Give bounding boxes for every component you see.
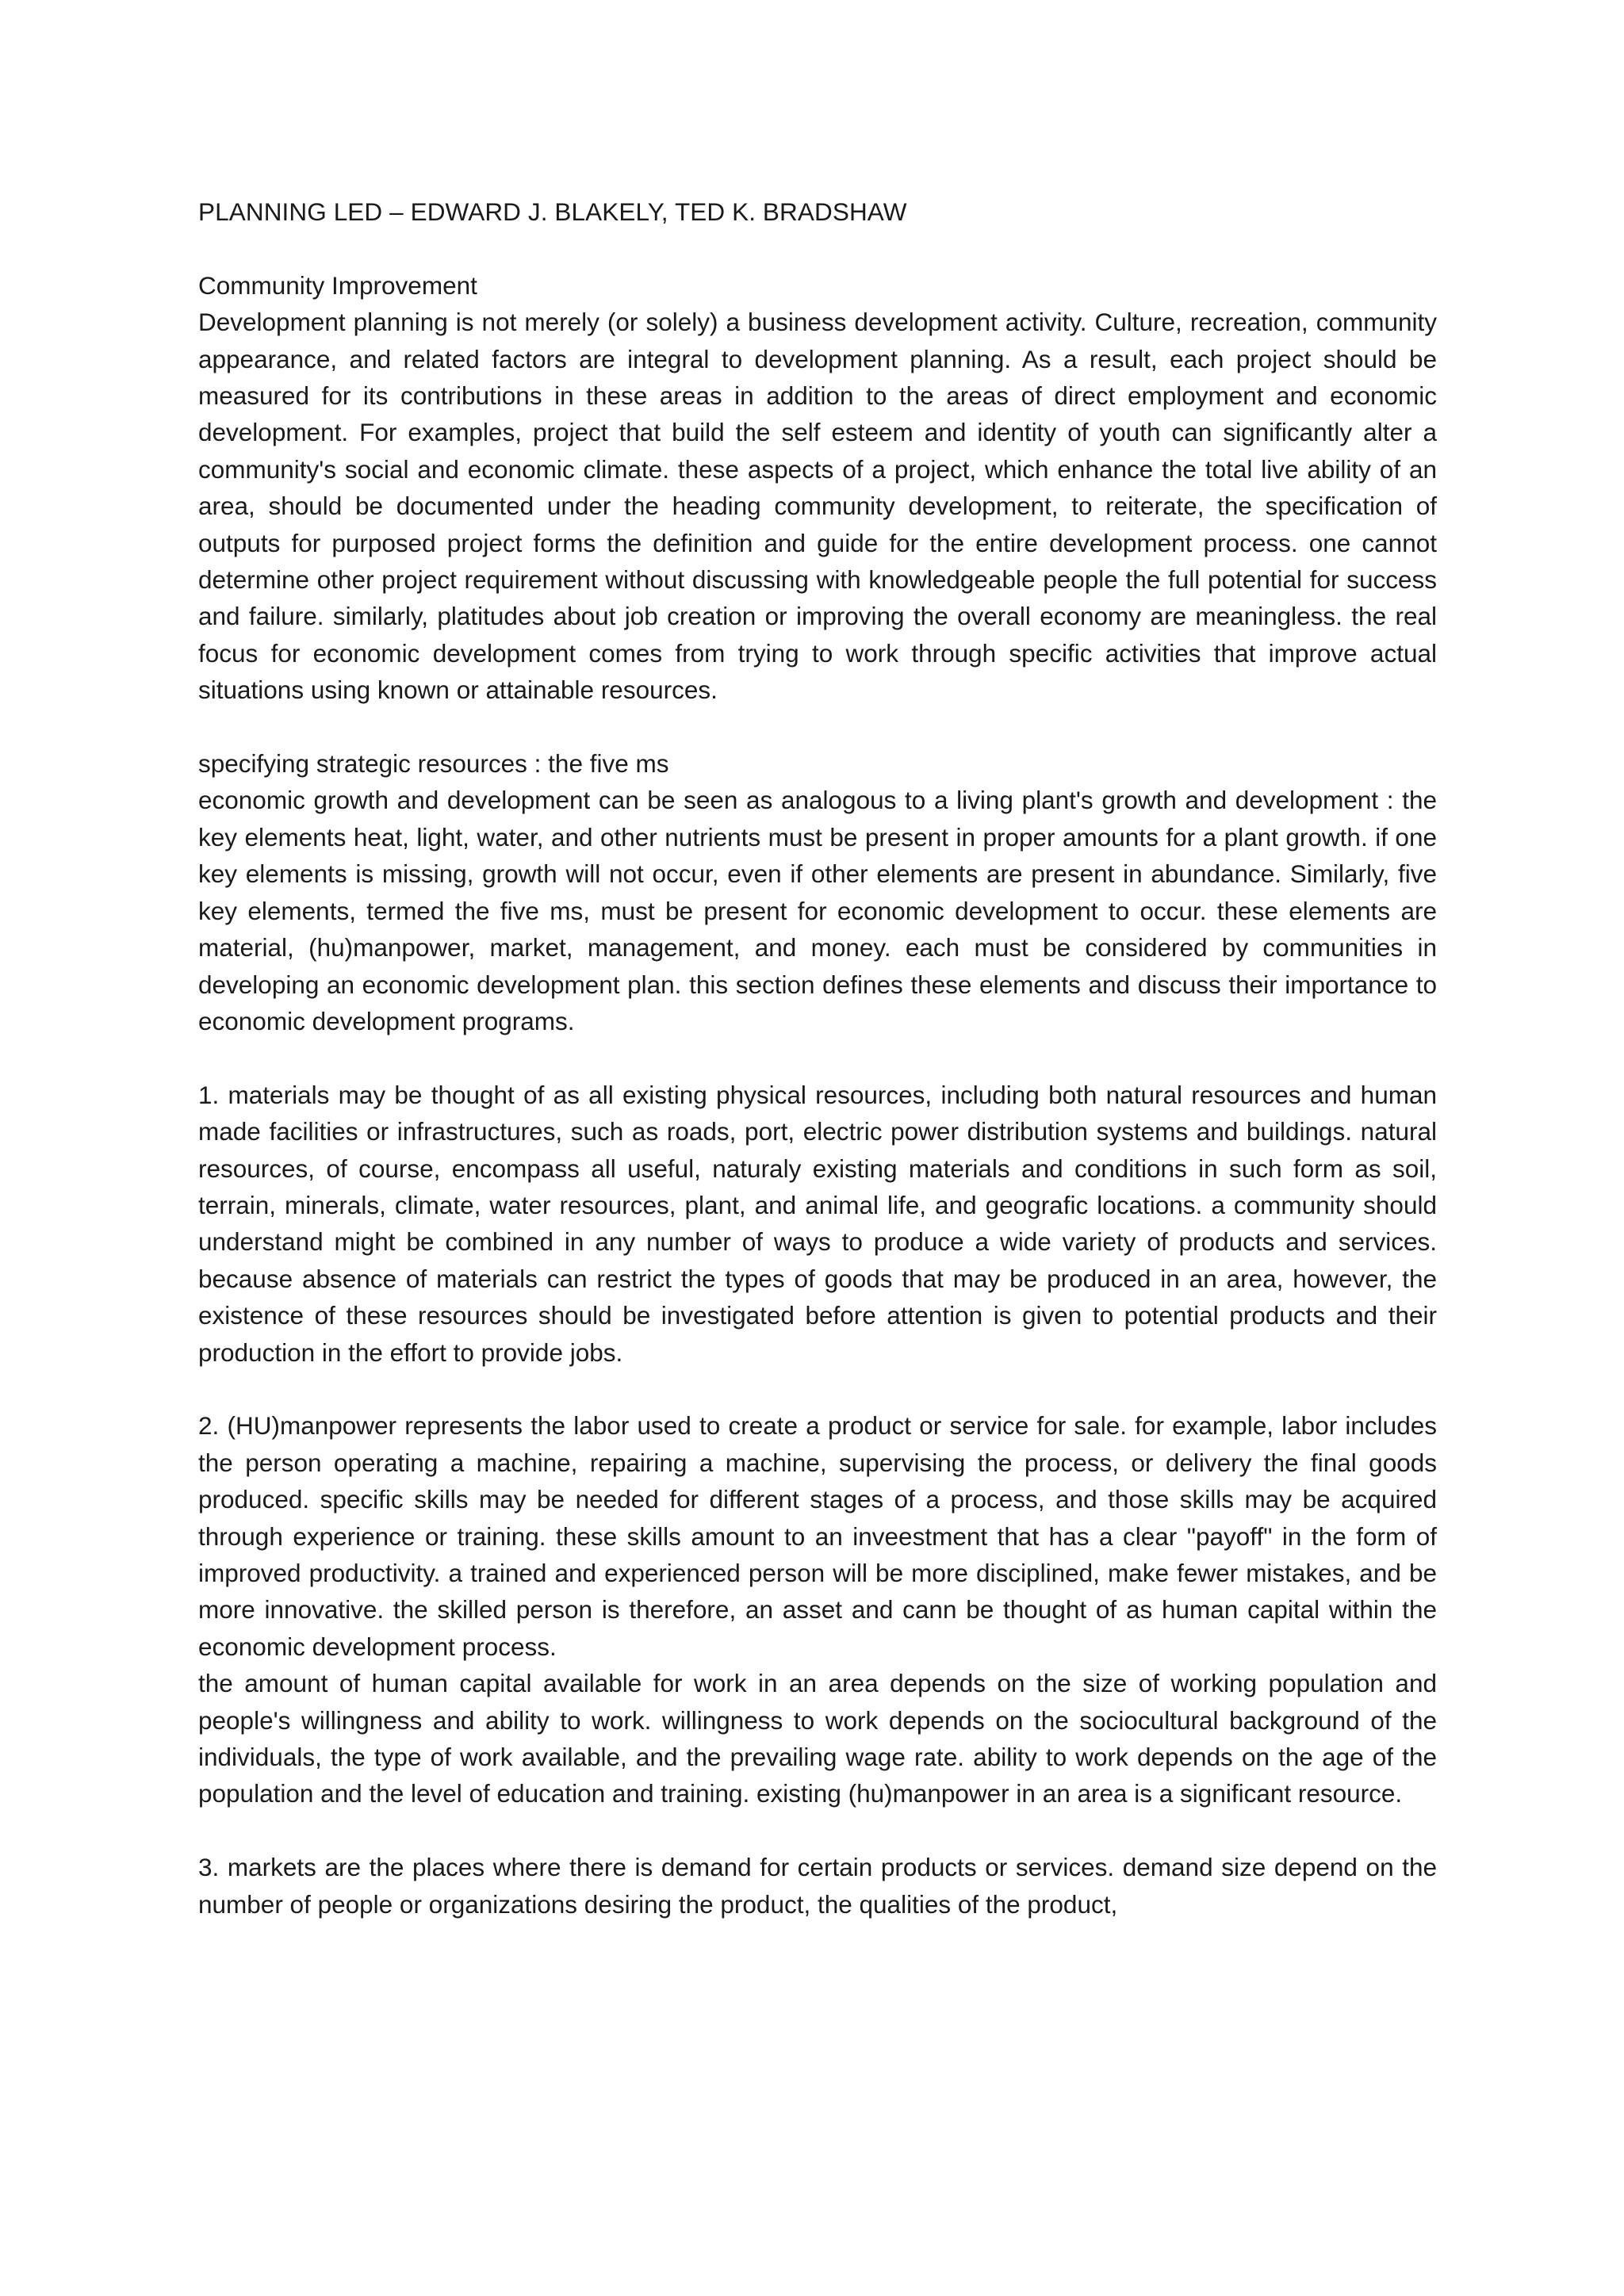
five-ms-paragraph: economic growth and development can be seen as analogous to a living plant's growth and development : the key elements heat, light, water, and other nutrients must be present in proper amounts for a plant growth. if one key elements is missing, growth will not occur, even if other elements are present in abundance. Similarly, five key elements, termed the five ms, must be present for economic development to occur. these elements are material, (hu)manpower, market, management, and money. each must be considered by communities in developing an economic development plan. this section defines these elements and discuss their importance to economic development programs. xyxy=(198,786,1437,1035)
community-improvement-paragraph: Development planning is not merely (or solely) a business development activity. Culture, recreation, community appearance, and related factors are integral to development planning. As a result, each project should be measured for its contributions in these areas in addition to the areas of direct employment and economic development. For examples, project that build the self esteem and identity of youth can significantly alter a community's social and economic climate. these aspects of a project, which enhance the total live ability of an area, should be documented under the heading community development, to reiterate, the specification of outputs for purposed project forms the definition and guide for the entire development process. one cannot determine other project requirement without discussing with knowledgeable people the full potential for success and failure. similarly, platitudes about job creation or improving the overall economy are meaningless. the real focus for economic development comes from trying to work through specific activities that improve actual situations using known or attainable resources. xyxy=(198,308,1437,705)
spacer xyxy=(198,1371,1437,1407)
community-improvement-heading: Community Improvement xyxy=(198,270,477,300)
five-ms-heading: specifying strategic resources : the five ms xyxy=(198,749,669,779)
document-header: PLANNING LED – EDWARD J. BLAKELY, TED K. BRADSHAW xyxy=(198,197,907,226)
spacer xyxy=(198,1812,1437,1849)
materials-paragraph: 1. materials may be thought of as all existing physical resources, including both natural resources and human made facilities or infrastructures, such as roads, port, electric power distribution systems and buildings. natural resources, of course, encompass all useful, naturaly existing materials and conditions in such form as soil, terrain, minerals, climate, water resources, plant, and animal life, and geografic locations. a community should understand might be combined in any number of ways to produce a wide variety of products and services. because absence of materials can restrict the types of goods that may be produced in an area, however, the existence of these resources should be investigated before attention is given to potential products and their production in the effort to provide jobs. xyxy=(198,1080,1437,1367)
spacer xyxy=(198,709,1437,745)
spacer xyxy=(198,230,1437,266)
human-capital-paragraph: the amount of human capital available for work in an area depends on the size of working population and people's willingness and ability to work. willingness to work depends on the sociocultural background of the individuals, the type of work available, and the prevailing wage rate. ability to work depends on the age of the population and the level of education and training. existing (hu)manpower in an area is a significant resource. xyxy=(198,1669,1437,1808)
manpower-paragraph: 2. (HU)manpower represents the labor used to create a product or service for sale. for example, labor includes the person operating a machine, repairing a machine, supervising the process, or delivery the final goods produced. specific skills may be needed for different stages of a process, and those skills may be acquired through experience or training. these skills amount to an inveestment that has a clear "payoff" in the form of improved productivity. a trained and experienced person will be more disciplined, make fewer mistakes, and be more innovative. the skilled person is therefore, an asset and cann be thought of as human capital within the economic development process. xyxy=(198,1411,1437,1661)
spacer xyxy=(198,1039,1437,1076)
markets-paragraph: 3. markets are the places where there is demand for certain products or services. demand size depend on the number of people or organizations desiring the product, the qualities of the product, xyxy=(198,1853,1437,1919)
